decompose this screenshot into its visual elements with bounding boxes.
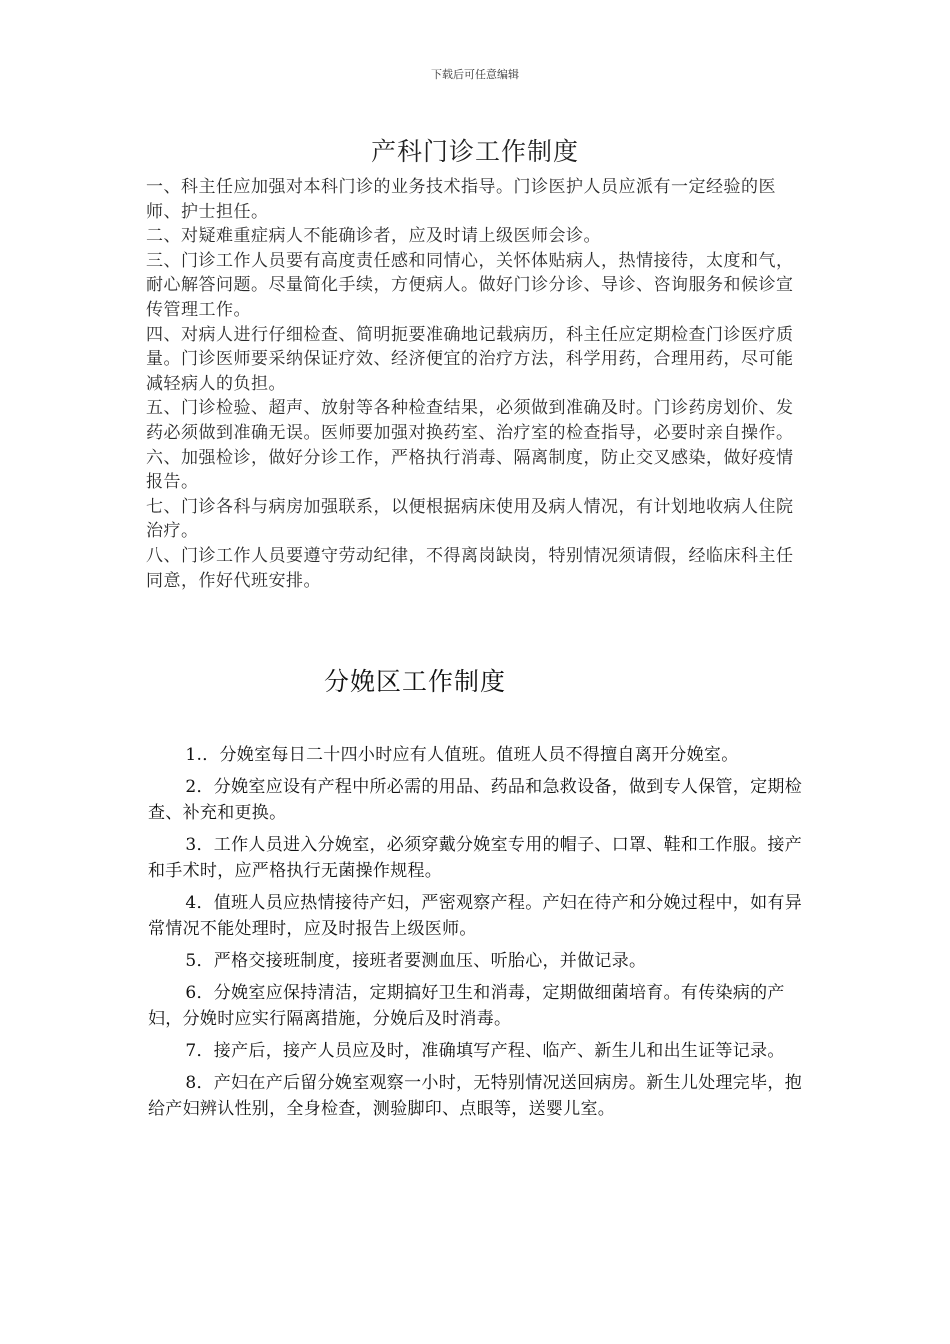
section2-item: 1.．分娩室每日二十四小时应有人值班。值班人员不得擅自离开分娩室。 — [185, 745, 739, 765]
section2-item: 4．值班人员应热情接待产妇，严密观察产程。产妇在待产和分娩过程中，如有异常情况不能处理时，应及时报告上级医师。 — [148, 893, 803, 939]
section1-title: 产科门诊工作制度 — [370, 137, 579, 166]
section2-item: 6．分娩室应保持清洁，定期搞好卫生和消毒，定期做细菌培育。有传染病的产妇，分娩时应实行隔离措施，分娩后及时消毒。 — [148, 983, 785, 1029]
section2-body — [148, 742, 808, 1128]
section2-item: 8．产妇在产后留分娩室观察一小时，无特别情况送回病房。新生儿处理完毕，抱给产妇辨认性别，全身检查，测验脚印、点眼等，送婴儿室。 — [148, 1073, 803, 1119]
section1-item: 三、门诊工作人员要有高度责任感和同情心，关怀体贴病人，热情接待，太度和气，耐心解答问题。尽量简化手续，方便病人。做好门诊分诊、导诊、咨询服务和候诊宣传管理工作。 — [146, 250, 794, 320]
page-header-note: 下载后可任意编辑 — [431, 68, 519, 81]
section1-item: 八、门诊工作人员要遵守劳动纪律，不得离岗缺岗，特别情况须请假，经临床科主任同意，作好代班安排。 — [146, 545, 794, 591]
section1-item: 四、对病人进行仔细检查、简明扼要准确地记载病历，科主任应定期检查门诊医疗质量。门诊医师要采纳保证疗效、经济便宜的治疗方法，科学用药，合理用药，尽可能减轻病人的负担。 — [146, 324, 794, 394]
section1-body — [146, 175, 806, 593]
section1-item: 二、对疑难重症病人不能确诊者，应及时请上级医师会诊。 — [146, 226, 601, 247]
section1-item: 一、科主任应加强对本科门诊的业务技术指导。门诊医护人员应派有一定经验的医师、护士担任。 — [146, 177, 776, 222]
section2-item: 3．工作人员进入分娩室，必须穿戴分娩室专用的帽子、口罩、鞋和工作服。接产和手术时，应严格执行无菌操作规程。 — [148, 835, 803, 881]
section2-item: 5．严格交接班制度，接班者要测血压、听胎心，并做记录。 — [185, 951, 647, 971]
section1-item: 七、门诊各科与病房加强联系，以便根据病床使用及病人情况，有计划地收病人住院治疗。 — [146, 496, 794, 542]
section2-title: 分娩区工作制度 — [324, 667, 507, 696]
section1-item: 六、加强检诊，做好分诊工作，严格执行消毒、隔离制度，防止交叉感染，做好疫情报告。 — [146, 447, 794, 493]
section2-item: 2．分娩室应设有产程中所必需的用品、药品和急救设备，做到专人保管，定期检查、补充和更换。 — [148, 777, 803, 823]
section1-item: 五、门诊检验、超声、放射等各种检查结果，必须做到准确及时。门诊药房划价、发药必须做到准确无误。医师要加强对换药室、治疗室的检查指导，必要时亲自操作。 — [146, 398, 794, 443]
section2-item: 7．接产后，接产人员应及时，准确填写产程、临产、新生儿和出生证等记录。 — [185, 1041, 785, 1061]
